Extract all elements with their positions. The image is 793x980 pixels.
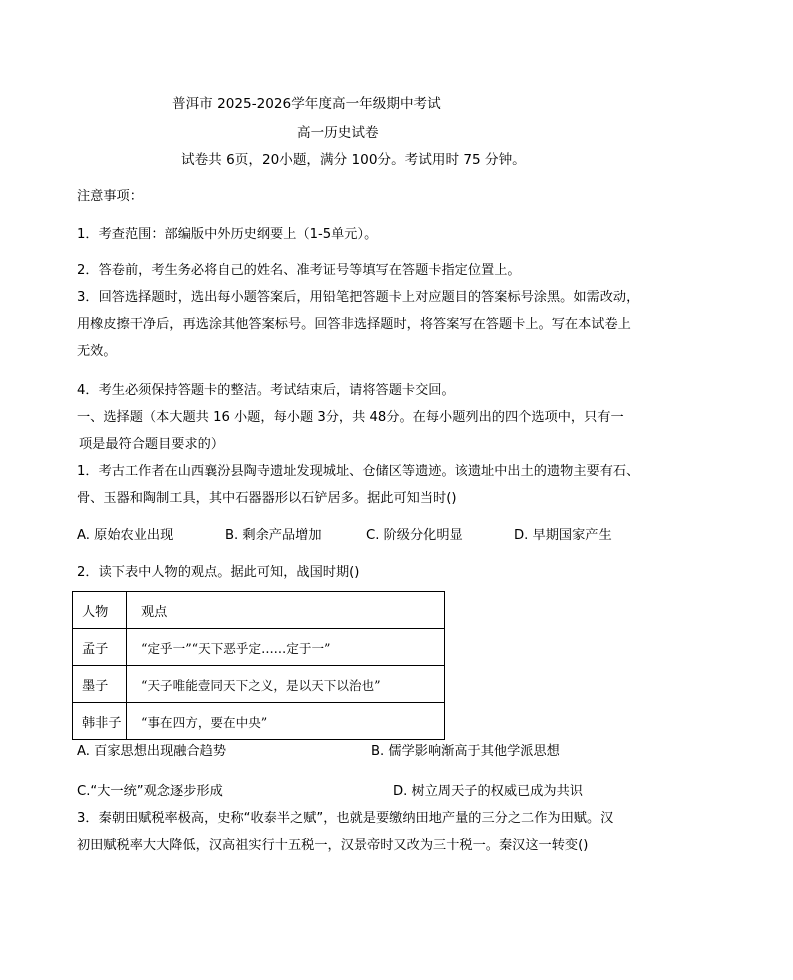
table-cell-person: 韩非子 bbox=[73, 703, 127, 740]
q2-option-c: C.“大一统”观念逐步形成 bbox=[77, 784, 223, 799]
table-row bbox=[73, 666, 445, 703]
question-1-stem: 1．考古工作者在山西襄汾县陶寺遗址发现城址、仓储区等遗迹。该遗址中出土的遗物主要有石、 bbox=[77, 464, 640, 479]
table-cell-view: “天子唯能壹同天下之义，是以天下以治也” bbox=[127, 666, 445, 703]
note-item: 1．考查范围：部编版中外历史纲要上（1-5单元）。 bbox=[77, 227, 378, 242]
subject-title: 高一历史试卷 bbox=[297, 125, 379, 141]
question-1-stem-cont: 骨、玉器和陶制工具，其中石器器形以石铲居多。据此可知当时() bbox=[77, 491, 457, 506]
q1-option-d: D. 早期国家产生 bbox=[514, 528, 612, 543]
exam-info: 试卷共 6页，20小题，满分 100分。考试用时 75 分钟。 bbox=[181, 152, 526, 168]
exam-title: 普洱市 2025-2026学年度高一年级期中考试 bbox=[172, 96, 441, 112]
table-cell-person: 墨子 bbox=[73, 666, 127, 703]
q1-option-c: C. 阶级分化明显 bbox=[366, 528, 463, 543]
note-item: 2．答卷前，考生务必将自己的姓名、准考证号等填写在答题卡指定位置上。 bbox=[77, 263, 521, 278]
notes-heading: 注意事项： bbox=[77, 189, 143, 204]
table-header-cell: 观点 bbox=[127, 592, 445, 629]
q1-option-b: B. 剩余产品增加 bbox=[225, 528, 322, 543]
note-item: 用橡皮擦干净后，再选涂其他答案标号。回答非选择题时，将答案写在答题卡上。写在本试卷上 bbox=[77, 317, 631, 332]
table-cell-person: 孟子 bbox=[73, 629, 127, 666]
question-2-stem: 2．读下表中人物的观点。据此可知，战国时期() bbox=[77, 565, 360, 580]
table-header-row bbox=[73, 592, 445, 629]
viewpoints-table bbox=[72, 591, 445, 740]
question-3-stem-cont: 初田赋税率大大降低，汉高祖实行十五税一，汉景帝时又改为三十税一。秦汉这一转变() bbox=[77, 838, 589, 853]
section-heading-cont: 项是最符合题目要求的） bbox=[79, 437, 225, 452]
note-item: 3．回答选择题时，选出每小题答案后，用铅笔把答题卡上对应题目的答案标号涂黑。如需改动， bbox=[77, 290, 640, 305]
table-header-cell: 人物 bbox=[73, 592, 127, 629]
note-item: 4．考生必须保持答题卡的整洁。考试结束后，请将答题卡交回。 bbox=[77, 383, 455, 398]
q1-option-a: A. 原始农业出现 bbox=[77, 528, 174, 543]
q2-option-b: B. 儒学影响渐高于其他学派思想 bbox=[371, 744, 560, 759]
table-row bbox=[73, 703, 445, 740]
q2-option-d: D. 树立周天子的权威已成为共识 bbox=[393, 784, 583, 799]
table-cell-view: “事在四方，要在中央” bbox=[127, 703, 445, 740]
table-cell-view: “定乎一”“天下恶乎定……定于一” bbox=[127, 629, 445, 666]
question-3-stem: 3．秦朝田赋税率极高，史称“收泰半之赋”，也就是要缴纳田地产量的三分之二作为田赋。汉 bbox=[77, 811, 614, 826]
table-row bbox=[73, 629, 445, 666]
q2-option-a: A. 百家思想出现融合趋势 bbox=[77, 744, 227, 759]
note-item: 无效。 bbox=[77, 344, 117, 359]
section-heading: 一、选择题（本大题共 16 小题，每小题 3分，共 48分。在每小题列出的四个选项中，只有一 bbox=[77, 410, 624, 425]
